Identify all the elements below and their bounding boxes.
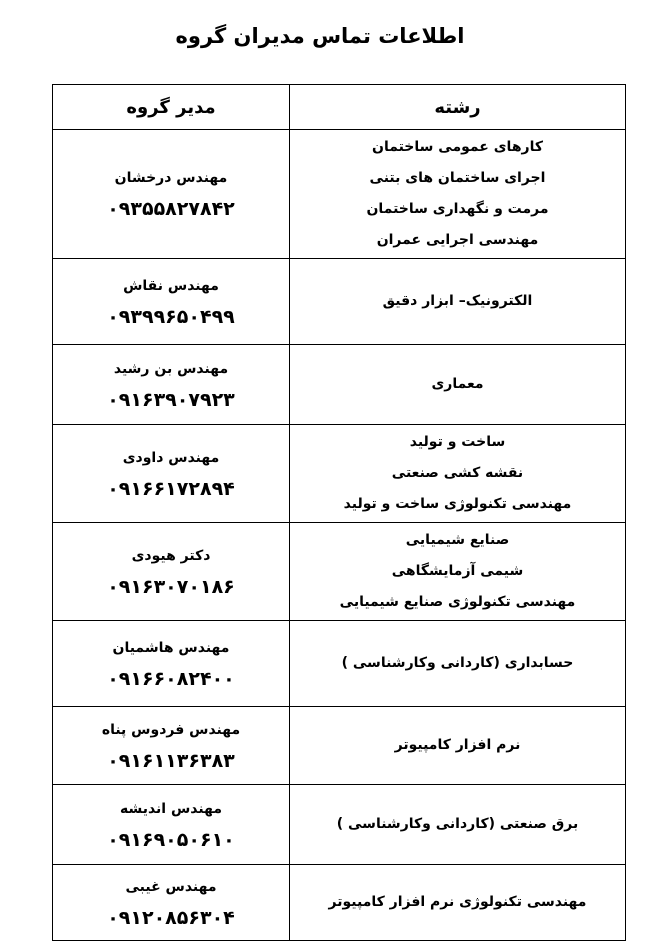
field-line: حسابداری (کاردانی وکارشناسی ) [341, 655, 574, 671]
field-line: مهندسی تکنولوژی صنایع شیمیایی [339, 594, 576, 610]
table-row [53, 425, 626, 523]
table-row [53, 345, 626, 425]
manager-phone: ۰۹۱۶۳۰۷۰۱۸۶ [107, 575, 235, 598]
manager-phone: ۰۹۱۲۰۸۵۶۳۰۴ [107, 906, 235, 929]
table-row [53, 865, 626, 941]
table-row [53, 130, 626, 259]
manager-name: مهندس بن رشید [113, 360, 229, 377]
field-line: اجرای ساختمان های بتنی [369, 170, 546, 186]
field-cell [290, 130, 626, 259]
contacts-table [52, 84, 626, 941]
manager-cell [53, 259, 290, 345]
table-row [53, 707, 626, 785]
field-cell [290, 523, 626, 621]
manager-name: مهندس غیبی [125, 878, 217, 895]
manager-phone: ۰۹۳۹۹۶۵۰۴۹۹ [107, 305, 235, 328]
manager-name: مهندس فردوس پناه [101, 721, 241, 738]
manager-cell [53, 345, 290, 425]
field-line: الکترونیک– ابزار دقیق [382, 293, 533, 309]
field-line: مهندسی تکنولوژی ساخت و تولید [343, 496, 572, 512]
field-line: ساخت و تولید [409, 434, 506, 450]
manager-cell [53, 621, 290, 707]
manager-cell [53, 785, 290, 865]
field-line: مرمت و نگهداری ساختمان [366, 201, 549, 217]
manager-phone: ۰۹۱۶۹۰۵۰۶۱۰ [107, 828, 235, 851]
field-line: صنایع شیمیایی [405, 532, 510, 548]
manager-cell [53, 707, 290, 785]
field-cell [290, 425, 626, 523]
manager-name: مهندس اندیشه [119, 800, 223, 817]
field-cell [290, 785, 626, 865]
table-row [53, 523, 626, 621]
table-row [53, 785, 626, 865]
field-line: معماری [431, 376, 484, 392]
manager-phone: ۰۹۳۵۵۸۲۷۸۴۲ [107, 198, 235, 220]
manager-name: دکتر هیودی [131, 547, 211, 564]
manager-cell [53, 130, 290, 259]
field-cell [290, 621, 626, 707]
field-line: برق صنعتی (کاردانی وکارشناسی ) [336, 816, 579, 832]
field-line: کارهای عمومی ساختمان [372, 139, 543, 155]
field-line: نقشه کشی صنعتی [391, 465, 524, 481]
manager-phone: ۰۹۱۶۳۹۰۷۹۲۳ [107, 388, 235, 411]
manager-phone: ۰۹۱۶۱۱۳۶۳۸۳ [107, 749, 235, 772]
manager-cell [53, 523, 290, 621]
field-line: شیمی آزمایشگاهی [391, 563, 524, 579]
field-cell [290, 259, 626, 345]
table-row [53, 259, 626, 345]
table-header-row [53, 85, 626, 130]
manager-name: مهندس هاشمیان [112, 639, 230, 656]
manager-cell [53, 865, 290, 941]
field-cell [290, 865, 626, 941]
manager-name: مهندس نقاش [123, 277, 219, 294]
field-cell [290, 707, 626, 785]
manager-phone: ۰۹۱۶۶۰۸۲۴۰۰ [107, 667, 235, 690]
manager-name: مهندس داودی [122, 449, 220, 466]
manager-cell [53, 425, 290, 523]
manager-name: مهندس درخشان [114, 170, 228, 186]
header-field: رشته [290, 85, 626, 130]
field-line: نرم افزار کامپیوتر [394, 737, 521, 753]
field-line: مهندسی تکنولوژی نرم افزار کامپیوتر [328, 894, 587, 910]
header-manager: مدیر گروه [53, 85, 290, 130]
table-row [53, 621, 626, 707]
field-cell [290, 345, 626, 425]
manager-phone: ۰۹۱۶۶۱۷۲۸۹۴ [107, 477, 235, 500]
field-line: مهندسی اجرایی عمران [376, 232, 539, 248]
page-title: اطلاعات تماس مدیران گروه [175, 24, 465, 48]
